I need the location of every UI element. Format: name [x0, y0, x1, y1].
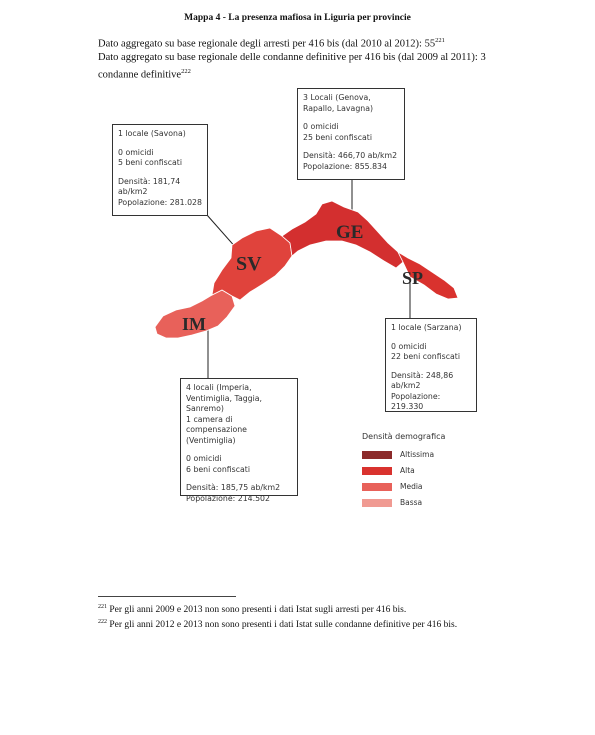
page-title: Mappa 4 - La presenza mafiosa in Liguria per provincie: [184, 13, 411, 23]
footnote-rule: [98, 596, 236, 597]
legend-item-altissima: Altissima: [362, 450, 434, 460]
label-ge: GE: [336, 222, 364, 243]
label-sv: SV: [236, 253, 262, 275]
intro-convictions: Dato aggregato su base regionale delle condanne definitive per 416 bis (dal 2009 al 2011): 3 condanne definitive$^{222}$: [98, 52, 486, 80]
info-box-genova: 3 Locali (Genova, Rapallo, Lavagna) 0 omicidi 25 beni confiscati Densità: 466,70 ab/km2 Popolazione: 855.834: [297, 88, 405, 180]
legend-item-media: Media: [362, 482, 423, 492]
legend-item-bassa: Bassa: [362, 498, 422, 508]
info-box-laspezia: 1 locale (Sarzana) 0 omicidi 22 beni confiscati Densità: 248,86 ab/km2 Popolazione: 219.330: [385, 318, 477, 412]
legend-swatch: [362, 451, 392, 459]
legend-swatch: [362, 467, 392, 475]
footnote-221: $^{221}$ Per gli anni 2009 e 2013 non sono presenti i dati Istat sugli arresti per 416 bis.: [98, 604, 407, 616]
label-im: IM: [182, 314, 206, 334]
footnote-222: $^{222}$ Per gli anni 2012 e 2013 non sono presenti i dati Istat sulle condanne definitive per 416 bis.: [98, 619, 458, 631]
legend-swatch: [362, 499, 392, 507]
legend-item-alta: Alta: [362, 466, 415, 476]
intro-arrests: Dato aggregato su base regionale degli arresti per 416 bis (dal 2010 al 2012): $55^{221}$: [98, 37, 445, 50]
info-box-imperia: 4 locali (Imperia, Ventimiglia, Taggia, Sanremo) 1 camera di compensazione (Ventimiglia) 0 omicidi 6 beni confiscati Densità: 185,75 ab/km2 Popolazione: 214.502: [180, 378, 298, 496]
info-box-savona: 1 locale (Savona) 0 omicidi 5 beni confiscati Densità: 181,74 ab/km2 Popolazione: 281.028: [112, 124, 208, 216]
legend-swatch: [362, 483, 392, 491]
legend-title: Densità demografica: [362, 432, 446, 441]
label-sp: SP: [402, 268, 424, 288]
